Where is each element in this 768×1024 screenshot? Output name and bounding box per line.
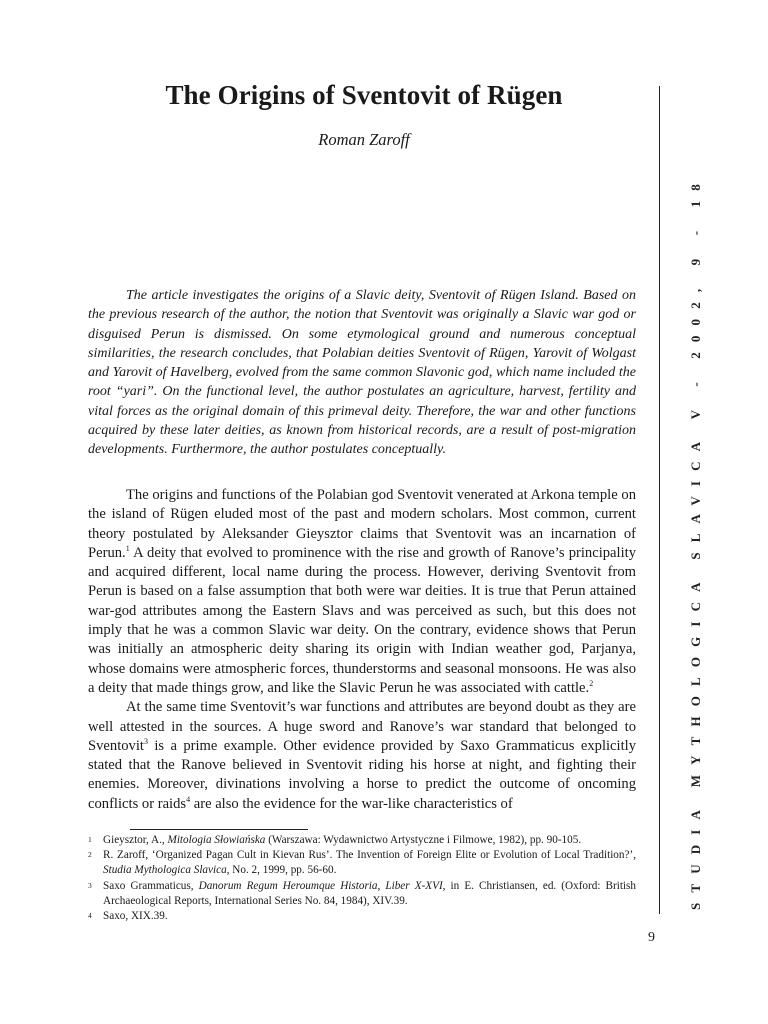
abstract: The article investigates the origins of a Slavic deity, Sventovit of Rügen Island. Based on the previous research of the author, the notion that Sventovit was originally a Slavic war god or disguised Perun is dismissed. On some etymological ground and numerous conceptual similarities, the research concludes, that Polabian deities Sventovit of Rügen, Yarovit of Wolgast and Yarovit of Havelberg, evolved from the same common Slavonic god, which name included the root “yari”. On the functional level, the author postulates an agriculture, harvest, fertility and vital forces as the original domain of this primeval deity. Therefore, the war and other functions acquired by these later deities, as known from historical records, are a result of post-migration developments. Furthermore, the author postulates conceptually. [88,288,636,458]
footnotes [88,833,636,924]
side-divider [659,86,660,914]
footnote-1: 1 Gieysztor, A., Mitologia Słowiańska (Warszawa: Wydawnictwo Artystyczne i Filmowe, 1982), pp. 90-105. [88,834,582,846]
author-name: Roman Zaroff [318,130,410,149]
footnote-ref-1: 1 [125,544,130,554]
paper-title: The Origins of Sventovit of Rügen [165,80,563,110]
footnote-3: 3 Saxo Grammaticus, Danorum Regum Heroumque Historia, Liber X-XVI, in E. Christiansen, ed. (Oxford: British Archaeological Reports, International Series No. 84, 1984), XIV.39. [88,879,636,907]
body-paragraph-1: The origins and functions of the Polabian god Sventovit venerated at Arkona temple on the island of Rügen eluded most of the past and modern scholars. Most common, current theory postulated by Aleksander Gieysztor claims that Sventovit was an incarnation of Perun.$^1$ A deity that evolved to prominence with the rise and growth of Ranove’s principality and acquired different, local name during the process. However, deriving Sventovit from Perun is based on a false assumption that both were war deities. It is true that Perun attained war-god attributes among the Eastern Slavs and was perceived as such, but this does not imply that he was a common Slavic war deity. On the contrary, evidence shows that Perun was initially an atmospheric deity sharing its origin with Indian weather god, Parjanya, whose domains were atmospheric forces, thunderstorms and seasonal monsoons. He was also a deity that made things grow, and like the Slavic Perun he was associated with cattle.$^2$ [88,487,636,696]
body-text [88,486,636,814]
footnote-2: 2 R. Zaroff, ‘Organized Pagan Cult in Kievan Rus’. The Invention of Foreign Elite or Evolution of Local Tradition?’, Studia Mythologica Slavica, No. 2, 1999, pp. 56-60. [88,849,636,877]
footnote-ref-4: 4 [186,794,191,804]
body-paragraph-2: At the same time Sventovit’s war functions and attributes are beyond doubt as they are well attested in the sources. A huge sword and Ranove’s war standard that belonged to Sventovit$^3$ is a prime example. Other evidence provided by Saxo Grammaticus explicitly stated that the Ranove believed in Sventovit riding his horse at night, and fighting their enemies. Moreover, divinations involving a horse to predict the outcome of oncoming conflicts or raids$^4$ are also the evidence for the war-like characteristics of [88,699,636,812]
journal-banner: STUDIA MYTHOLOGICA SLAVICA V - 2002, 9 - 18 [688,174,703,910]
footnote-ref-3: 3 [143,737,148,746]
footnote-divider [130,829,308,830]
footnote-4: 4 Saxo, XIX.39. [88,910,168,923]
page-number: 9 [648,930,655,945]
footnote-ref-2: 2 [589,679,594,689]
